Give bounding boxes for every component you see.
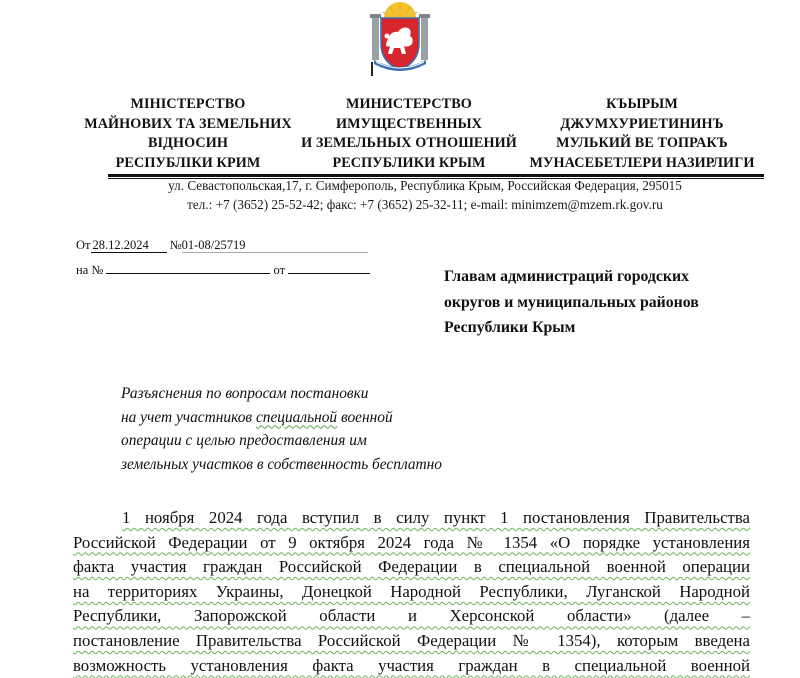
ministry-name-ukrainian — [78, 95, 298, 173]
letter-subject — [121, 382, 442, 476]
outgoing-date: 28.12.2024 — [91, 238, 167, 253]
spellcheck-flagged-word: специальной — [255, 408, 338, 426]
body-line: Российской Федерации от 9 октября 2024 года № 1354 «О порядке установления — [73, 532, 750, 552]
crimea-emblem-icon — [364, 4, 436, 76]
coat-of-arms-emblem — [364, 4, 436, 76]
reply-from-label: от — [273, 263, 286, 277]
addressee-line: округов и муниципальных районов — [444, 293, 699, 311]
subject-text: военной — [337, 408, 393, 426]
addressee-block — [444, 264, 699, 341]
subject-text: на учет участников — [121, 408, 256, 426]
ministry-ua-line: МІНІСТЕРСТВО — [130, 96, 246, 112]
reply-number-field — [106, 273, 270, 274]
ministry-ct-line: КЪЫРЫМ — [606, 96, 678, 112]
ministry-ru-line: И ЗЕМЕЛЬНЫХ ОТНОШЕНИЙ — [301, 135, 517, 151]
from-label: От — [76, 238, 91, 252]
body-line: на территориях Украины, Донецкой Народной Республики, Луганской Народной — [73, 581, 750, 601]
body-line: постановление Правительства Российской Федерации № 1354), которым введена — [73, 630, 750, 650]
ministry-ua-line: МАЙНОВИХ ТА ЗЕМЕЛЬНИХ — [84, 115, 292, 132]
ministry-ct-line: МУЛЬКИЙ ВЕ ТОПРАКЪ — [556, 135, 728, 151]
ministry-ua-line: ВІДНОСИН — [147, 135, 229, 151]
body-line: 1 ноября 2024 года вступил в силу пункт 1 постановления Правительства — [122, 508, 750, 527]
contact-info: тел.: +7 (3652) 25-52-42; факс: +7 (3652) 25-32-11; e-mail: minimzem@mzem.rk.gov.ru — [187, 196, 663, 212]
addressee-line: Республики Крым — [444, 319, 576, 336]
ministry-ct-line: МУНАСЕБЕТЛЕРИ НАЗИРЛИГИ — [529, 154, 755, 171]
body-line: Республики, Запорожской области и Херсонской области» (далее – — [73, 606, 750, 626]
ministry-name-russian — [296, 95, 522, 173]
subject-line: операции с целью предоставления им — [121, 432, 367, 449]
subject-line — [121, 406, 442, 430]
ministry-ct-line: ДЖУМХУРИЕТИНИНЪ — [560, 115, 724, 132]
subject-line: Разъяснения по вопросам постановки — [121, 385, 369, 402]
ministry-ru-line: РЕСПУБЛИКИ КРЫМ — [332, 154, 486, 171]
reply-number-label: на № — [76, 263, 104, 277]
letter-body — [73, 506, 750, 675]
ministry-ua-line: РЕСПУБЛІКИ КРИМ — [115, 154, 261, 171]
number-label: № — [169, 238, 182, 252]
ministry-ru-line: ИМУЩЕСТВЕННЫХ — [335, 115, 483, 132]
outgoing-number: 01-08/25719 — [182, 238, 368, 253]
ministry-name-crimean-tatar — [520, 95, 764, 173]
reply-registration — [76, 263, 370, 278]
ministry-address-block — [80, 177, 770, 214]
text-cursor-mark — [371, 62, 373, 76]
outgoing-registration — [76, 238, 368, 253]
addressee-line: Главам администраций городских — [444, 268, 690, 285]
subject-line: земельных участков в собственность бесплатно — [121, 455, 442, 473]
ministry-ru-line: МИНИСТЕРСТВО — [346, 96, 472, 112]
body-line-cropped: возможность установления факта участия граждан в специальной военной — [73, 655, 750, 675]
reply-date-field — [288, 273, 370, 274]
postal-address: ул. Севастопольская,17, г. Симферополь, Республика Крым, Российская Федерация, 295015 — [168, 178, 682, 193]
body-line: факта участия граждан Российской Федерации в специальной военной операции — [73, 557, 750, 577]
